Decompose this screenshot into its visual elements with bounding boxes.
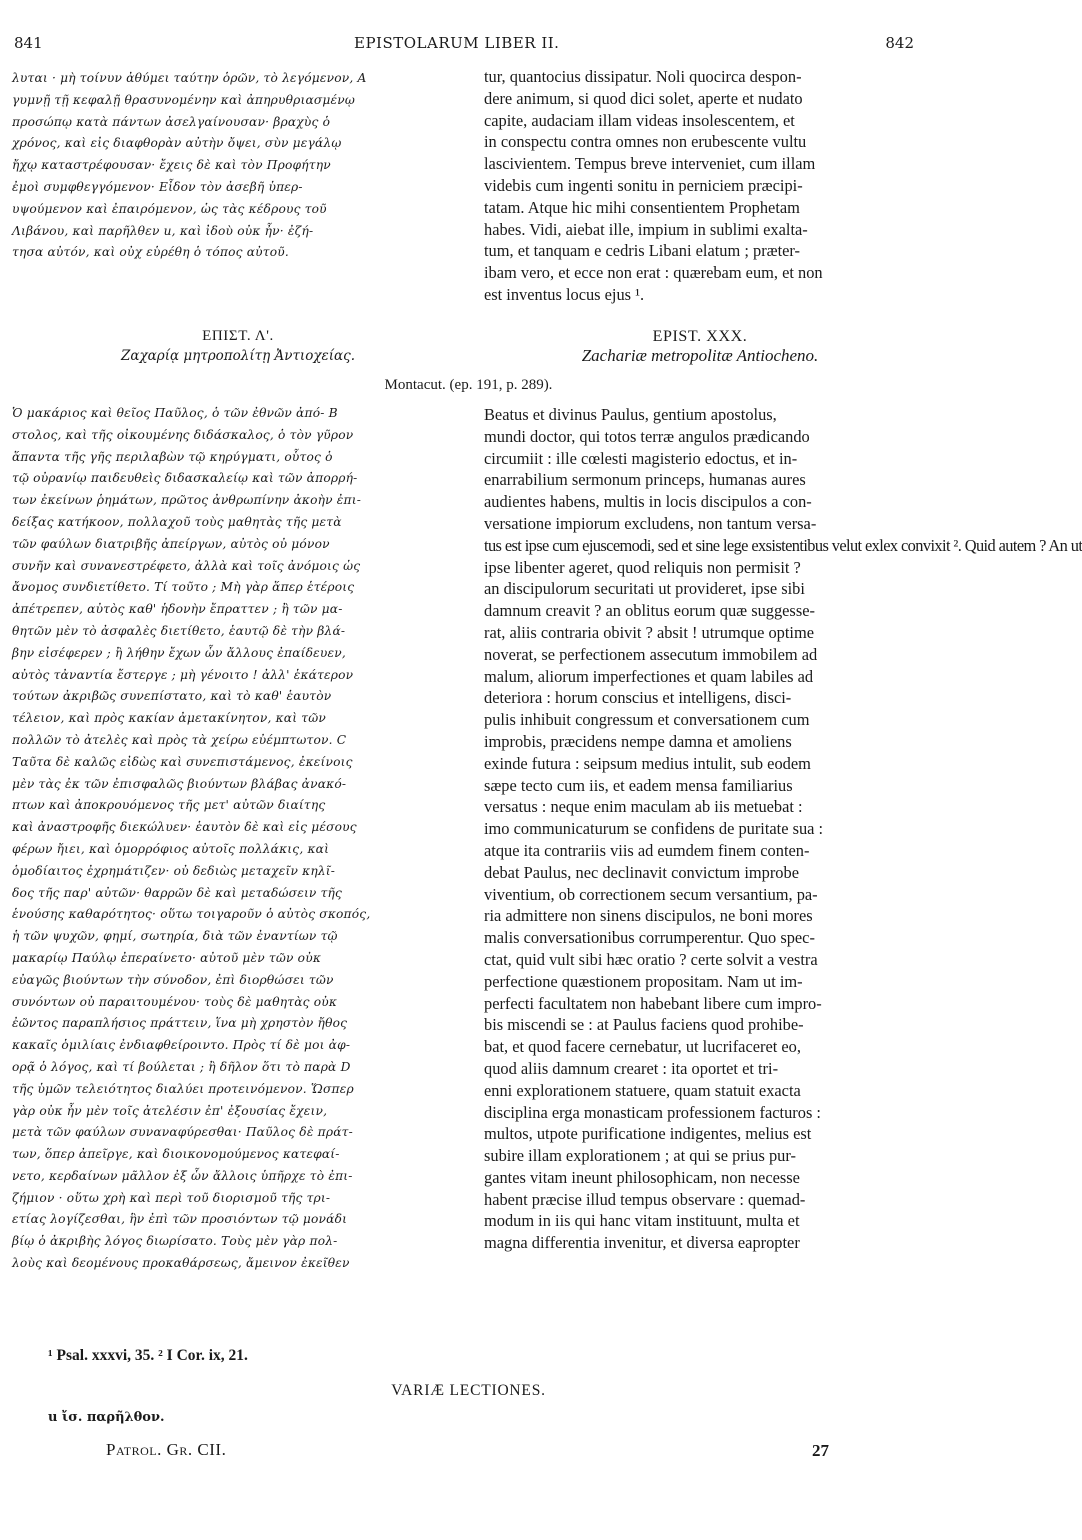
text-line: versatione impiorum excludens, non tantum versa- <box>484 513 817 533</box>
text-line: ζήμιον · οὕτω χρὴ καὶ περὶ τοῦ διορισμοῦ τῆς τρι- <box>12 1190 331 1205</box>
text-line: est inventus locus ejus ¹. <box>484 284 645 304</box>
text-line: ipse libenter ageret, quod reliquis non permisit ? <box>484 557 801 577</box>
text-line: tus est ipse cum ejuscemodi, sed et sine lege exsistentibus velut exlex convixit ². Quid autem ? An ut <box>484 535 1082 555</box>
text-line: πτων καὶ ἀποκρουόμενος τῆς μετ' αὐτῶν διαίτης <box>12 798 326 813</box>
text-line: multos, utpote purificatione indigentes, melius est <box>484 1124 812 1144</box>
text-line: εὐαγῶς βιούντων τὴν σύνοδον, ἐπὶ διορθώσει τῶν <box>12 972 334 987</box>
text-line: ἄνομος συνδιετίθετο. Τί τοῦτο ; Μὴ γὰρ ἅπερ ἑτέροις <box>12 580 355 595</box>
text-line: τούτων ἀκριβῶς συνεπίστατο, καὶ τὸ καθ' ἑαυτὸν <box>12 689 332 704</box>
text-line: noverat, se perfectionem assecutum immobilem ad <box>484 644 818 664</box>
text-line: πολλῶν τὸ ἀτελὲς καὶ πρὸς τὰ χείρω εὐέμπτωτον. C <box>12 732 347 747</box>
text-line: ctat, quid vult sibi hæc oratio ? certe solvit a vestra <box>484 949 818 969</box>
latin-column-main <box>484 404 1082 1254</box>
greek-column-top <box>12 68 464 264</box>
text-line: damnum creavit ? an oblitus eorum quæ suggesse- <box>484 601 815 621</box>
text-line: bat, et quod facere cernebatur, ut lucrifaceret eo, <box>484 1037 801 1057</box>
text-line: an discipulorum securitati ut provideret, ipse sibi <box>484 579 805 599</box>
text-line: γὰρ οὐκ ἦν μὲν τοῖς ἀτελέσιν ἐπ' ἐξουσίας ἔχειν, <box>12 1103 328 1118</box>
text-line: τῷ οὐρανίῳ παιδευθεὶς διδασκαλείῳ καὶ τῶν ἀπορρή- <box>12 471 358 486</box>
text-line: υψούμενον καὶ ἐπαιρόμενον, ὡς τὰς κέδρους τοῦ <box>12 201 327 216</box>
text-line: συνόντων οὐ παραιτουμένου· τοὺς δὲ μαθητὰς οὐκ <box>12 994 338 1009</box>
text-line: Ὁ μακάριος καὶ θεῖος Παῦλος, ὁ τῶν ἐθνῶν ἀπό- B <box>12 406 338 420</box>
text-line: enarrabilium sermonum princeps, humanas aures <box>484 470 806 490</box>
text-line: sæpe tecto cum iis, et eadem mensa familiarius <box>484 775 793 795</box>
text-line: malum, aliorum imperfectiones et quam labiles ad <box>484 666 814 686</box>
text-line: debat Paulus, nec declinavit convictum improbe <box>484 862 799 882</box>
source-reference: Montacut. (ep. 191, p. 289). <box>384 377 553 393</box>
text-line: videbis cum ingenti sonitu in perniciem præcipi- <box>484 175 803 195</box>
text-line: μὲν τὰς ἐκ τῶν ἐπισφαλῶς βιούντων βλάβας ἀνακό- <box>12 776 347 791</box>
text-line: circumiit : ille cœlesti magisterio edoctus, et in- <box>484 448 798 468</box>
text-line: modum in iis qui hanc vitam instituunt, multa et <box>484 1211 800 1231</box>
text-line: φέρων ἤιει, καὶ ὁμορρόφιος αὐτοῖς πολλάκις, καὶ <box>12 841 330 856</box>
text-line: καὶ ἀναστροφῆς διεκώλυεν· ἑαυτὸν δὲ καὶ εἰς μέσους <box>12 820 357 835</box>
text-line: μακαρίῳ Παύλῳ ἐπεραίνετο· αὐτοῦ μὲν τῶν οὐκ <box>12 950 322 965</box>
text-line: habent præcise illud tempus observare : quemad- <box>484 1189 806 1209</box>
running-title: EPISTOLARUM LIBER II. <box>354 34 560 52</box>
text-line: ἅπαντα τῆς γῆς περιλαβὼν τῷ κηρύγματι, οὗτος ὁ <box>12 449 333 464</box>
text-line: capite, audaciam illam videas insolescentem, et <box>484 110 795 130</box>
text-line: δείξας κατήκοον, πολλαχοῦ τοὺς μαθητὰς τῆς μετὰ <box>12 514 342 529</box>
text-line: habes. Vidi, aiebat ille, impium in sublimi exalta- <box>484 219 808 239</box>
text-line: bis miscendi se : at Paulus faciens quod prohibe- <box>484 1015 804 1035</box>
text-line: ἐῶντος παραπλήσιος πράττειν, ἵνα μὴ χρηστὸν ἤθος <box>12 1016 348 1031</box>
text-line: μετὰ τῶν φαύλων συναναφύρεσθαι· Παῦλος δὲ πράτ- <box>12 1125 353 1140</box>
text-line: perfectione quæstionem propositam. Nam ut im- <box>484 971 803 991</box>
text-line: ibam vero, et ecce non erat : quærebam eum, et non <box>484 263 823 283</box>
text-line: tatam. Atque hic mihi consentientem Prophetam <box>484 197 800 217</box>
text-line: lascivientem. Tempus breve interveniet, cum illam <box>484 154 816 174</box>
text-line: τέλειον, καὶ πρὸς κακίαν ἀμετακίνητον, καὶ τῶν <box>12 711 326 726</box>
text-line: perfecti facultatem non habebant libere cum impro- <box>484 993 822 1013</box>
text-line: ἐμοὶ συμφθεγγόμενον· Εἶδον τὸν ἀσεβῆ ὑπερ- <box>12 179 303 194</box>
text-line: rat, aliis contraria obivit ? absit ! utrumque optime <box>484 622 814 642</box>
text-line: atque ita contrariis viis ad eumdem finem conten- <box>484 840 810 860</box>
text-line: tur, quantocius dissipatur. Noli quocirca despon- <box>484 67 802 86</box>
text-line: των ἐκείνων ῥημάτων, πρῶτος ἀνθρωπίνην ἀκοὴν ἐπι- <box>12 493 362 508</box>
text-line: disciplina erga monasticam professionem facturos : <box>484 1102 821 1122</box>
text-line: ετίας λογίζεσθαι, ἣν ἐπὶ τῶν προσιόντων τῷ μονάδι <box>12 1212 348 1227</box>
text-line: pulis inhibuit congressum et conversationem cum <box>484 710 810 730</box>
epistle-number-greek: ΕΠΙΣΤ. Λ'. <box>202 328 274 344</box>
text-line: των, ὅπερ ἀπεῖργε, καὶ διοικονομούμενος κατεφαί- <box>12 1147 340 1162</box>
running-head <box>14 34 914 58</box>
text-line: ἤχῳ καταστρέφουσαν· ἔχεις δὲ καὶ τὸν Προφήτην <box>12 158 331 173</box>
text-line: στολος, καὶ τῆς οἰκουμένης διδάσκαλος, ὁ τὸν γῦρον <box>12 427 354 442</box>
greek-column-main <box>12 403 464 1275</box>
text-line: χρόνος, καὶ εἰς διαφθορὰν αὐτὴν ὄψει, σὺν μεγάλῳ <box>12 136 342 151</box>
text-line: αὐτὸς τἀναντία ἔστεργε ; μὴ γένοιτο ! ἀλλ' ἑκάτερον <box>12 667 354 682</box>
text-line: συνῆν καὶ συνανεστρέφετο, ἀλλὰ καὶ τοῖς ἀνόμοις ὡς <box>12 558 361 573</box>
text-line: τῆς ὑμῶν τελειότητος διαλύει προτεινόμενον. Ὥσπερ <box>12 1081 354 1096</box>
text-line: λοὺς καὶ δεομένους προκαθάρσεως, ἄμεινον ἐκεῖθεν <box>12 1256 350 1271</box>
text-line: βίῳ ὁ ἀκριβὴς λόγος διωρίσατο. Τοὺς μὲν γὰρ πολ- <box>12 1234 338 1249</box>
text-line: ὁμοδίαιτος ἐχρημάτιζεν· οὐ δεδιὼς μεταχεῖν κηλῖ- <box>12 863 336 878</box>
text-line: in conspectu contra omnes non erubescente vultu <box>484 132 807 152</box>
page-number-right: 842 <box>885 34 914 52</box>
recipient-greek: Ζαχαρίᾳ μητροπολίτῃ Ἀντιοχείας. <box>120 348 356 364</box>
text-line: subire illam explorationem ; at qui se prius pur- <box>484 1146 796 1166</box>
text-line: τῶν φαύλων διατριβῆς ἀπείργων, αὐτὸς οὐ μόνον <box>12 536 330 551</box>
text-line: deteriora : horum conscius et intelligens, disci- <box>484 688 792 708</box>
variae-lectiones-title: VARIÆ LECTIONES. <box>391 1382 546 1399</box>
text-line: mundi doctor, qui totos terræ angulos prædicando <box>484 426 810 446</box>
recipient-latin: Zachariæ metropolitæ Antiocheno. <box>581 346 819 365</box>
text-line: ἀπέτρεπεν, αὐτὸς καθ' ἡδονὴν ἔπραττεν ; ἢ τῶν μα- <box>12 602 343 617</box>
text-line: quod aliis damnum crearet : ita oportet et tri- <box>484 1058 779 1078</box>
text-line: gantes vitam ineunt philosophicam, non necesse <box>484 1167 800 1187</box>
collection-footer: Patrol. Gr. CII. <box>106 1440 227 1459</box>
text-line: malis conversationibus corrumperentur. Quo spec- <box>484 928 815 948</box>
text-line: νετο, κερδαίνων μᾶλλον ἐξ ὧν ἄλλοις ὑπῆρχε τὸ ἐπι- <box>12 1168 353 1183</box>
text-line: δος τῆς παρ' αὐτῶν· θαρρῶν δὲ καὶ μεταδώσειν τῆς <box>12 885 343 900</box>
text-line: dere animum, si quod dici solet, aperte et nudato <box>484 88 803 108</box>
text-line: βην εἰσέφερεν ; ἢ λήθην ἔχων ὧν ἄλλους ἐπαίδευεν, <box>12 645 346 660</box>
text-line: γυμνῇ τῇ κεφαλῇ θρασυνομένην καὶ ἀπηρυθριασμένῳ <box>12 92 356 107</box>
text-line: imo communicaturum se confidens de puritate sua : <box>484 819 824 839</box>
text-line: λυται · μὴ τοίνυν ἀθύμει ταύτην ὁρῶν, τὸ λεγόμενον, A <box>12 71 367 85</box>
text-line: προσώπῳ κατὰ πάντων ἀσελγαίνουσαν· βραχὺς ὁ <box>12 114 331 129</box>
varia-lectio: u ἴσ. παρῆλθον. <box>48 1410 165 1425</box>
text-line: audientes habens, multis in locis discipulos a con- <box>484 492 812 512</box>
text-line: ἡ τῶν ψυχῶν, φημί, σωτηρία, διὰ τῶν ἐναντίων τῷ <box>12 929 338 944</box>
text-line: Ταῦτα δὲ καλῶς εἰδὼς καὶ συνεπιστάμενος, ἐκείνοις <box>12 754 353 769</box>
text-line: enni explorationem statuere, quam statuit exacta <box>484 1080 801 1100</box>
text-line: improbis, præcidens nempe damna et amoliens <box>484 731 792 751</box>
footnotes: ¹ Psal. xxxvi, 35. ² I Cor. ix, 21. <box>48 1347 248 1364</box>
page-number-left: 841 <box>14 34 43 52</box>
text-line: exinde futura : seipsum medius intulit, sub eodem <box>484 753 811 773</box>
epistle-number-latin: EPIST. XXX. <box>652 328 748 345</box>
text-line: θητῶν μὲν τὸ ἀσφαλὲς διετίθετο, ἑαυτῷ δὲ τὴν βλά- <box>12 623 346 638</box>
text-line: κακαῖς ὁμιλίαις ἐνδιαφθείροιντο. Πρὸς τί δὲ μοι ἀφ- <box>12 1038 351 1053</box>
latin-column-top <box>484 66 916 306</box>
signature-number: 27 <box>812 1441 829 1460</box>
text-line: tum, et tanquam e cedris Libani elatum ; præter- <box>484 241 800 261</box>
text-line: versatus : neque enim maculam ab iis metuebat : <box>484 797 803 817</box>
text-line: ἑνούσης καθαρότητος· οὕτω τοιγαροῦν ὁ αὐτὸς σκοπός, <box>12 907 371 922</box>
text-line: viventium, ob correctionem secum versantium, pa- <box>484 884 818 904</box>
text-line: τησα αὐτόν, καὶ οὐχ εὑρέθη ὁ τόπος αὐτοῦ. <box>12 245 289 260</box>
text-line: Beatus et divinus Paulus, gentium apostolus, <box>484 405 777 424</box>
text-line: magna differentia invenitur, et diversa eapropter <box>484 1233 800 1253</box>
text-line: ορᾷ ὁ λόγος, καὶ τί βούλεται ; ἢ δῆλον ὅτι τὸ παρὰ D <box>12 1059 351 1074</box>
text-line: Λιβάνου, καὶ παρῆλθεν u, καὶ ἰδοὺ οὐκ ἦν· ἐζή- <box>12 223 314 238</box>
text-line: ria admittere non sinens discipulos, ne boni mores <box>484 906 813 926</box>
